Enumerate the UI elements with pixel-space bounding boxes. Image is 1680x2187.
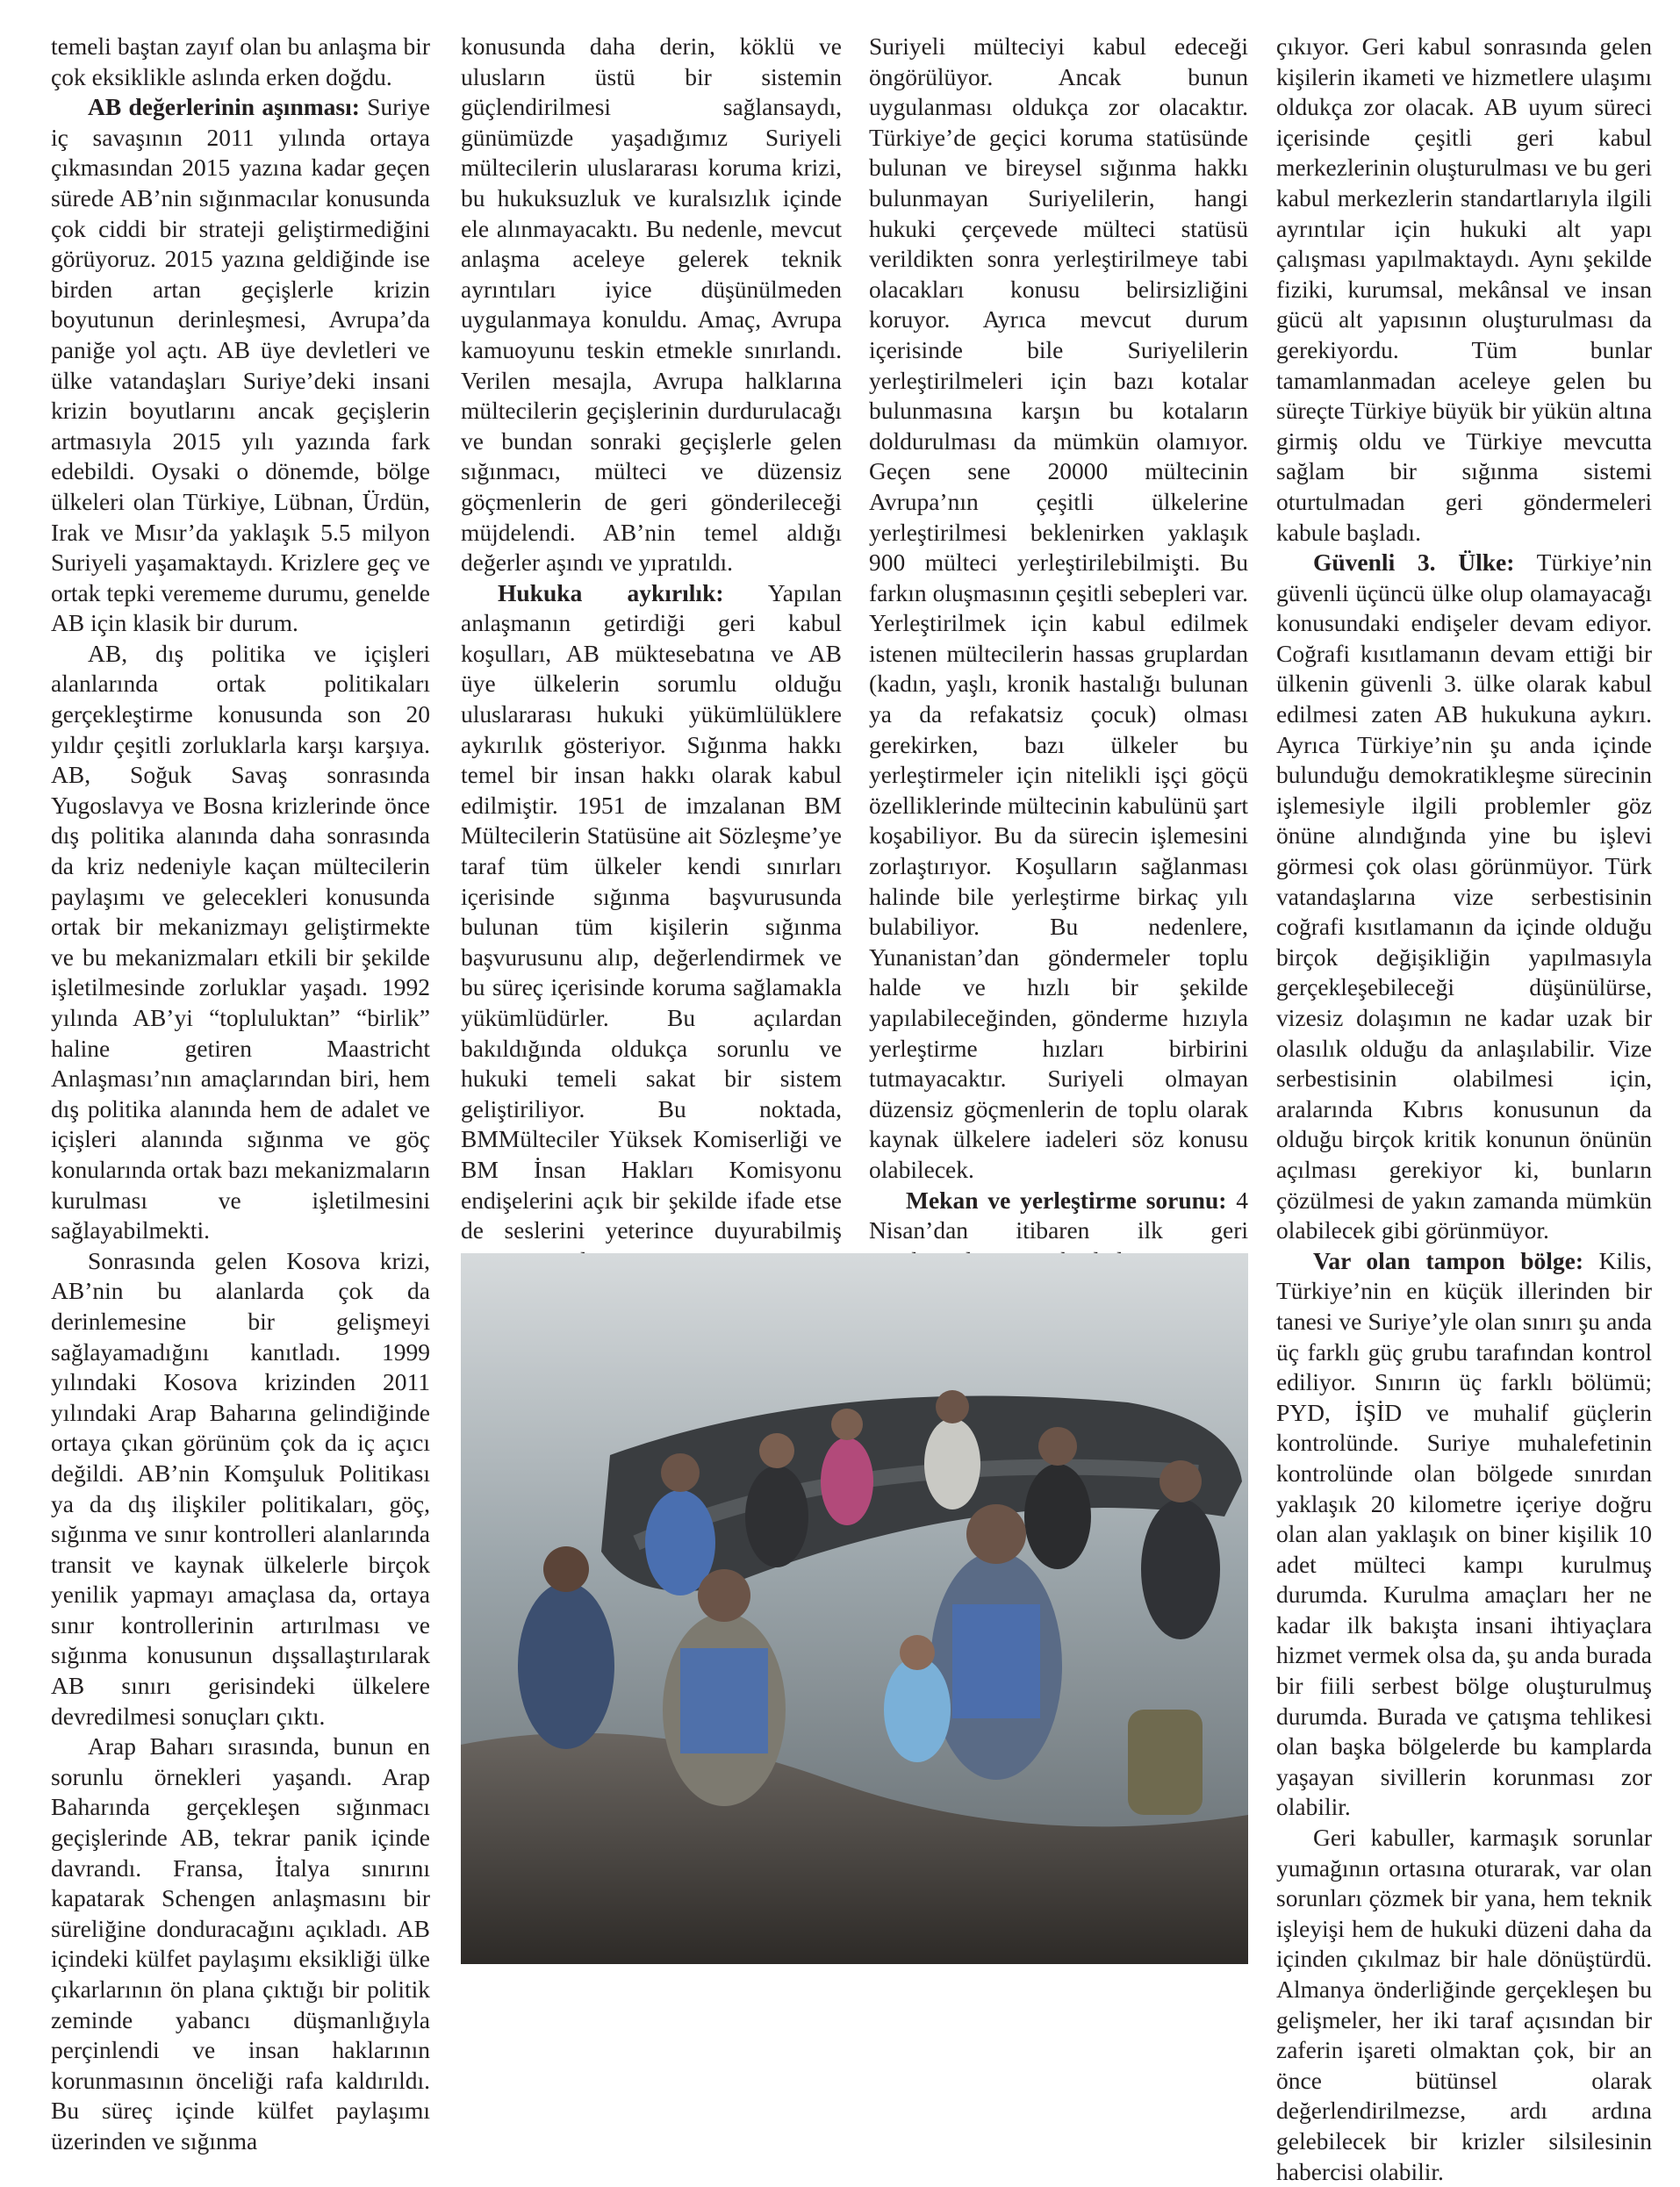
refugee-boat-photo [461,1253,1248,1964]
section-heading: Var olan tampon bölge: [1313,1246,1584,1274]
photo-illustration [461,1253,1248,1964]
article-column-1 [51,32,430,2157]
paragraph: AB, dış politika ve içişleri alanlarında ortak politikaları gerçekleştirme konusunda son 20 yıldır çeşitli zorluklarla karşı karşıya. AB, Soğuk Savaş sonrasında Yugoslavya ve Bosna krizlerinde önce dış politika alanında daha sonrasında da kriz nedeniyle kaçan mültecilerin paylaşımı ve gelecekleri konusunda ortak bir mekanizmayı geliştirmekte ve bu mekanizmaları etkili bir şekilde işletilmesinde zorluklar yaşadı. 1992 yılında AB’yi “topluluktan” “birlik” haline getiren Maastricht Anlaşması’nın amaçlarından biri, hem dış politika alanında hem de adalet ve içişleri alanında sığınma ve göç konularında ortak bazı mekanizmaların kurulması ve işletilmesini sağlayabilmekti. [51,639,430,1244]
paragraph-text: Suriye iç savaşının 2011 yılında ortaya çıkmasından 2015 yazına kadar geçen sürede AB’nin sığınmacılar konusunda çok ciddi bir strateji geliştirmediğini görüyoruz. 2015 yazına geldiğinde ise birden artan geçişlerle krizin boyutunun derinleşmesi, Avrupa’da paniğe yol açtı. AB üye devletleri ve ülke vatandaşları Suriye’deki insani krizin boyutlarını ancak geçişlerin artmasıyla 2015 yılı yazında fark edebildi. Oysaki o dönemde, bölge ülkeleri olan Türkiye, Lübnan, Ürdün, Irak ve Mısır’da yaklaşık 5.5 milyon Suriyeli yaşamaktaydı. Krizlere geç ve ortak tepki verememe durumu, genelde AB için klasik bir durum. [51,93,430,637]
section-heading: Hukuka aykırılık: [498,578,724,606]
paragraph: çıkıyor. Geri kabul sonrasında gelen kişilerin ikameti ve hizmetlere ulaşımı oldukça zor olacak. AB uyum süreci içerisinde çeşitli geri kabul merkezlerinin oluşturulması ve bu geri kabul merkezlerin standartlarıyla ilgili ayrıntılar için hukuki alt yapı çalışması yapılmaktaydı. Aynı şekilde fiziki, kurumsal, mekânsal ve insan gücü alt yapısının oluşturulması da gerekiyordu. Tüm bunlar tamamlanmadan aceleye gelen bu süreçte Türkiye büyük bir yükün altına girmiş oldu ve Türkiye mevcutta sağlam bir sığınma sistemi oturtulmadan geri göndermeleri kabule başladı. [1276,32,1652,546]
paragraph-text: Türkiye’nin güvenli üçüncü ülke olup olamayacağı konusundaki endişeler devam ediyor. Coğrafi kısıtlamanın devam ettiği bir ülkenin güvenli 3. ülke olarak kabul edilmesi zaten AB hukukuna aykırı. Ayrıca Türkiye’nin şu anda içinde bulunduğu demokratikleşme sürecinin işlemesiyle ilgili problemler göz önüne alındığında yine bu işlevi görmesi çok olası görünmüyor. Türk vatandaşlarına vize serbestisinin coğrafi kısıtlamanın da içinde olduğu birçok değişikliğin yapılmasıyla gerçekleşebileceği düşünülürse, vizesiz dolaşımın ne kadar uzak bir olasılık olduğu da anlaşılabilir. Vize serbestisinin olabilmesi için, aralarında Kıbrıs konusunun da olduğu birçok kritik konunun önünün açılması gerekiyor ki, bunların çözülmesi de yakın zamanda mümkün olabilecek gibi görünmüyor. [1276,549,1653,1244]
section-heading: AB değerlerinin aşınması: [88,93,360,121]
paragraph-text: Kilis, Türkiye’nin en küçük illerinden bir tanesi ve Suriye’yle olan sınırı şu anda üç farklı güç grubu tarafından kontrol ediliyor. Sınırın üç farklı bölümü; PYD, İŞİD ve muhalif güçlerin kontrolünde. Suriye muhalefetinin kontrolünde olan bölgede sınırdan yaklaşık 20 kilometre içeriye doğru olan alan yaklaşık on biner kişilik 10 adet mülteci kampı kurulmuş durumda. Kurulma amaçları her ne kadar ilk bakışta insani ihtiyaçlara hizmet vermek olsa da, şu anda burada bir fiili serbest bölge oluşturulmuş durumda. Burada ve çatışma tehlikesi olan başka bölgelerde bu kamplarda yaşayan sivillerin korunması zor olabilir. [1276,1246,1653,1821]
paragraph [461,578,842,1277]
paragraph: Geri kabuller, karmaşık sorunlar yumağının ortasına oturarak, var olan sorunları çözmek bir yana, hem teknik işleyişi hem de hukuki düzeni daha da içinden çıkılmaz bir hale dönüştürdü. Almanya önderliğinde gerçekleşen bu gelişmeler, her iki taraf açısından bir zaferin işareti olmaktan çok, bir an önce bütünsel olarak değerlendirilmezse, ardı ardına gelebilecek bir krizler silsilesinin habercisi olabilir. [1276,1824,1652,2185]
paragraph [51,92,430,639]
article-column-4 [1276,32,1652,2187]
paragraph: konusunda daha derin, köklü ve ulusların üstü bir sistemin güçlendirilmesi sağlansaydı, günümüzde yaşadığımız Suriyeli mültecilerin uluslararası koruma krizi, bu hukuksuzluk ve kuralsızlık içinde ele alınmayacaktı. Bu nedenle, mevcut anlaşma aceleye gelerek teknik ayrıntıları iyice düşünülmeden uygulanmaya konuldu. Amaç, Avrupa kamuoyunu teskin etmekle sınırlandı. Verilen mesajla, Avrupa halklarına mültecilerin geçişlerinin durdurulacağı ve bundan sonraki geçişlerle gelen sığınmacı, mülteci ve düzensiz göçmenlerin de geri gönderileceği müjdelendi. AB’nin temel aldığı değerler aşındı ve yıpratıldı. [461,32,842,577]
paragraph: Sonrasında gelen Kosova krizi, AB’nin bu alanlarda çok da derinlemesine bir gelişmeyi sağlayamadığını kanıtladı. 1999 yılındaki Kosova krizinden 2011 yılındaki Arap Baharına gelindiğinde ortaya çıkan görünüm çok da iç açıcı değildi. AB’nin Komşuluk Politikası ya da dış ilişkiler politikaları, göç, sığınma ve sınır kontrolleri alanlarında transit ve kaynak ülkelerle birçok yenilik yapmayı amaçlasa da, ortaya sınır kontrollerinin artırılması ve sığınma konusunun dışsallaştırılarak AB sınırı gerisindeki ülkelere devredilmesi sonuçları çıktı. [51,1246,430,1730]
paragraph: temeli baştan zayıf olan bu anlaşma bir çok eksiklikle aslında erken doğdu. [51,32,430,90]
paragraph [1276,548,1652,1246]
paragraph: Arap Baharı sırasında, bunun en sorunlu örnekleri yaşandı. Arap Baharında gerçekleşen sığınmacı geçişlerinde AB, tekrar panik içinde davrandı. Fransa, İtalya sınırını kapatarak Schengen anlaşmasını bir süreliğine donduracağını açıkladı. AB içindeki külfet paylaşımı eksikliği ülke çıkarlarının ön plana çıktığı bir politik zeminde yabancı düşmanlığıyla perçinlendi ve insan haklarının korunmasının önceliği rafa kaldırıldı. Bu süreç içinde külfet paylaşımı üzerinden ve sığınma [51,1732,430,2155]
paragraph-text: Yapılan anlaşmanın getirdiği geri kabul koşulları, AB müktesebatına ve AB üye ülkelerin sorumlu olduğu uluslararası hukuki yükümlülüklere aykırılık gösteriyor. Sığınma hakkı temel bir insan hakkı olarak kabul edilmiştir. 1951 de imzalanan BM Mültecilerin Statüsüne ait Sözleşme’ye taraf tüm ülkeler kendi sınırları içerisinde sığınma başvurusunda bulunan tüm kişilerin sığınma başvurusunu alıp, değerlendirmek ve bu süreç içerisinde koruma sağlamakla yükümlüdürler. Bu açılardan bakıldığında oldukça sorunlu ve hukuki temeli sakat bir sistem geliştiriliyor. Bu noktada, BMMülteciler Yüksek Komiserliği ve BM İnsan Hakları Komisyonu endişelerini açık bir şekilde ifade etse de seslerini yeterince duyurabilmiş [461,578,842,1244]
paragraph [1276,1246,1652,1823]
article-column-2 [461,32,842,1428]
paragraph: Suriyeli mülteciyi kabul edeceği öngörülüyor. Ancak bunun uygulanması oldukça zor olacaktır. Türkiye’de geçici koruma statüsünde bulunan ve bireysel sığınma hakkı bulunmayan Suriyelilerin, hangi hukuki çerçevede mülteci statüsü verildikten sonra yerleştirilmeye tabi olacakları konusu belirsizliğini koruyor. Ayrıca mevcut durum içerisinde bile Suriyelilerin yerleştirilmeleri için bazı kotalar bulunmasına karşın bu kotaların doldurulması da mümkün olamıyor. Geçen sene 20000 mültecinin Avrupa’nın çeşitli ülkelerine yerleştirilmesi beklenirken yaklaşık 900 mülteci yerleştirilebilmişti. Bu farkın oluşmasının çeşitli sebepleri var. Yerleştirilmek için kabul edilmek istenen mültecilerin hassas gruplardan (kadın, yaşlı, kronik hastalığı bulunan ya da refakatsiz çocuk) olması gerekirken, bazı ülkeler bu yerleştirmeler için nitelikli işçi göçü özelliklerinde mültecinin kabulünü şart koşabiliyor. Bu da sürecin işlemesini zorlaştırıyor. Koşulların sağlanması halinde bile yerleştirme birkaç yılı bulabiliyor. Bu nedenlere, Yunanistan’dan göndermeler toplu halde ve hızlı bir şekilde yapılabileceğinden, gönderme hızıyla yerleştirme hızları birbirini tutmayacaktır. Suriyeli olmayan düzensiz göçmenlerin de toplu olarak kaynak ülkelere iadeleri söz konusu olabilecek. [869,32,1248,1183]
section-heading: Mekan ve yerleştirme sorunu: [906,1186,1227,1214]
section-heading: Güvenli 3. Ülke: [1313,549,1515,577]
paragraph-text: 4 Nisan’dan itibaren ilk geri [869,1186,1249,1244]
